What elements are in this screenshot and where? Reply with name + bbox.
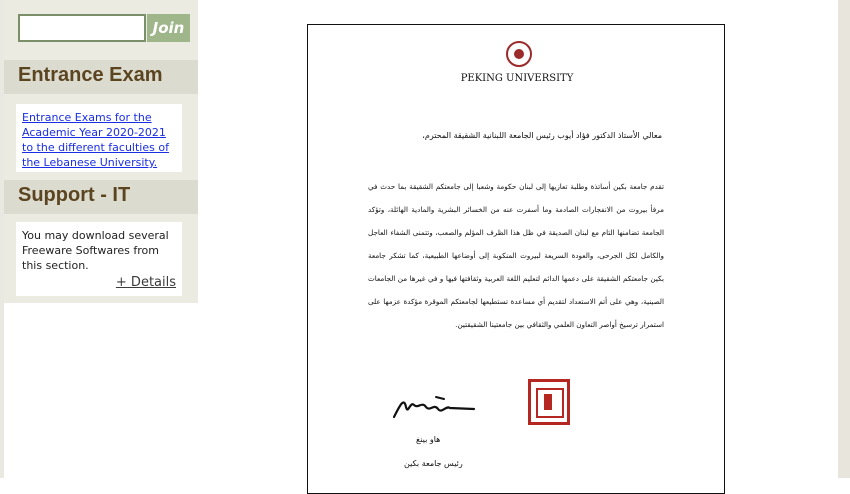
official-seal-icon [528, 379, 570, 425]
entrance-exam-card [16, 104, 182, 172]
details-link[interactable]: + Details [115, 275, 176, 290]
support-it-card [16, 222, 182, 296]
entrance-exam-link[interactable]: Entrance Exams for the Academic Year 2020-2021 to the different faculties of the Lebanese University. [22, 111, 169, 169]
support-it-title: Support - IT [18, 184, 131, 206]
sidebar [4, 0, 198, 303]
support-it-header [4, 180, 198, 214]
right-page-edge [838, 0, 850, 478]
signatory-name: هاو بينغ [416, 435, 441, 444]
peking-university-logo-icon [506, 41, 532, 67]
join-email-input[interactable] [18, 14, 146, 42]
signatory-title: رئيس جامعة بكين [404, 459, 463, 468]
letter-body: تقدم جامعة بكين أساتذة وطلبة تعازيها إلى لبنان حكومة وشعبا إلى جامعتكم الشقيقة بما حدث في مرفأ بيروت من الانفجارات الصادمة وما أسفرت عنه من الخسائر البشرية والمادية الهائلة، وتؤكد الجامعة تضامنها التام مع لبنان الصديقة في ظل هذا الظرف المؤلم والصعب، وتتمنى الشفاء العاجل والكامل لكل الجرحى، والعودة السريعة لبيروت المنكوبة إلى أوضاعها الطبيعية، كما تشكر جامعة بكين جامعتكم الشقيقة على دعمها الدائم لتعليم اللغة العربية وثقافتها فيها و في غيرها من الجامعات الصينية، وهي على أتم الاستعداد لتقديم أي مساعدة تستطيعها لجامعتكم الموقرة مؤكدة عزمها على استمرار ترسيخ أواصر التعاون العلمي والثقافي بين جامعتينا الشقيقتين. [368, 182, 664, 329]
handwritten-signature [390, 387, 480, 427]
letter-salutation: معالي الأستاذ الدكتور فؤاد أيوب رئيس الجامعة اللبنانية الشقيقة المحترم، [422, 131, 662, 140]
condolence-letter [307, 24, 725, 494]
support-it-text: You may download several Freeware Softwares from this section. [22, 229, 169, 272]
entrance-exam-title: Entrance Exam [18, 64, 163, 86]
join-button[interactable]: Join [147, 14, 190, 42]
entrance-exam-header [4, 60, 198, 94]
university-name: PEKING UNIVERSITY [460, 73, 574, 84]
